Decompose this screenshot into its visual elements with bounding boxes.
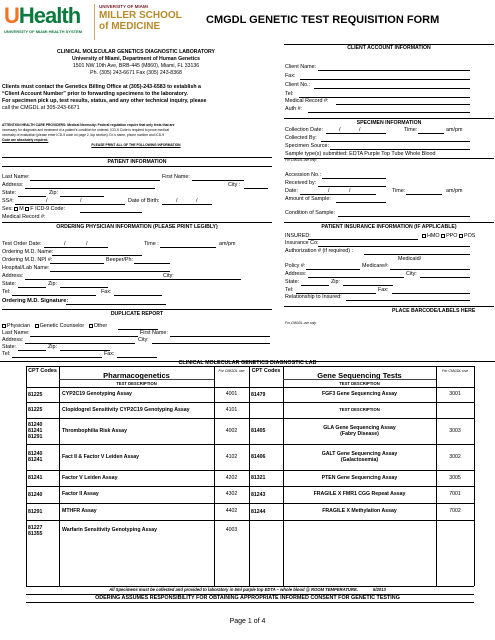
left-cpt-cell (26, 387, 59, 402)
right-test-id: 7002 (449, 508, 461, 515)
left-test-description-header: TEST DESCRIPTION (116, 381, 157, 386)
medicare-field[interactable] (390, 269, 470, 270)
cpt-code: 81225 (28, 407, 43, 413)
logo-health: Health (18, 3, 81, 28)
duplicate-city-label: City: (138, 337, 149, 343)
gene-sequencing-test-name (283, 418, 436, 444)
received-date-field[interactable] (300, 194, 376, 195)
miller-school-logo (94, 4, 182, 40)
collection-time-field[interactable] (418, 133, 444, 134)
consent-statement: ODERING ASSUMES RESPONSIBILITY FOR OBTAINING APPROPRIATE INFORMED CONSENT FOR GENETIC TESTING (95, 595, 400, 601)
accession-label: Accession No.: (285, 172, 321, 178)
insurance-co-label: Insurance Co: (285, 240, 319, 246)
duplicate-state-field[interactable] (18, 350, 46, 351)
lab-dept: University of Miami, Department of Human Genetics (72, 56, 200, 62)
collection-ampm: am/pm (446, 127, 463, 133)
received-date-label: Date: (285, 188, 298, 194)
client-fax-field[interactable] (300, 79, 470, 80)
order-time-label: Time : (144, 241, 159, 247)
lab-phone: Ph. (305) 243-6671 Fax (305) 243-8368 (90, 70, 182, 76)
ms-line1: UNIVERSITY OF MIAMI (99, 4, 148, 9)
hmo-checkbox[interactable] (422, 234, 426, 238)
cpt-code: 81291 (28, 508, 43, 515)
beeper-label: Beeper/Ph: (106, 257, 133, 263)
collection-date-field[interactable] (326, 133, 386, 134)
client-mrn-label: Medical Record #: (285, 98, 329, 104)
right-test-id: 3005 (449, 474, 461, 481)
sex-f-label: F (30, 206, 34, 212)
duplicate-fax-label: Fax: (104, 351, 115, 357)
pharmacogenetics-test-name: CYP2C19 Genotyping Assay (62, 391, 132, 398)
ppo-label: PPO (446, 233, 458, 239)
lab-name: CLINICAL MOLECULAR GENETICS DIAGNOSTIC LABORATORY (56, 49, 216, 55)
patient-first-name-field[interactable] (192, 180, 244, 181)
insurance-fax-field[interactable] (392, 293, 470, 294)
left-cpt-cell (26, 418, 59, 444)
gene-sequencing-test-name (283, 520, 436, 541)
patient-ssn-field[interactable] (15, 204, 125, 205)
collection-time-label: Time: (404, 127, 418, 133)
insurance-heading: PATIENT INSURANCE INFORMATION (IF APPLICABLE) (321, 224, 457, 230)
test-name-line: GALT Gene Sequencing Assay (321, 450, 398, 457)
lab-address: 1501 NW 10th Ave, BRB-445 (M860), Miami, FL 33136 (72, 63, 200, 69)
sex-f-checkbox[interactable] (25, 207, 29, 211)
order-date-label: Test Order Date: (2, 241, 42, 247)
duplicate-zip-field[interactable] (60, 350, 110, 351)
logo-u: U (4, 3, 19, 28)
patient-state-label: State: (2, 190, 17, 196)
insurance-fax-label: Fax: (378, 287, 389, 293)
md-name-label: Ordering M.D. Name: (2, 249, 54, 255)
right-cpt-cell (249, 470, 283, 486)
test-name-subtitle: (Fabry Disease) (340, 431, 379, 437)
duplicate-last-name-field[interactable] (30, 336, 138, 337)
left-cpt-cell (26, 402, 59, 418)
insurance-state-label: State: (285, 279, 300, 285)
attention-line-4: Code are absolutely required. (2, 138, 49, 142)
right-test-id: 3001 (449, 391, 461, 398)
gene-sequencing-test-name: FRAGILE X Methylation Assay (322, 508, 397, 515)
left-test-id: 4101 (225, 406, 238, 413)
pharmacogenetics-test-name: Factor II Assay (62, 491, 99, 498)
icd9-field[interactable] (80, 212, 142, 213)
duplicate-tel-label: Tel: (2, 351, 11, 357)
authorization-field[interactable] (364, 254, 470, 255)
right-cpt-cell (249, 418, 283, 444)
insurance-zip-label: Zip: (331, 279, 340, 285)
gene-sequencing-test-name (283, 444, 436, 470)
cpt-code: 81244 (251, 508, 266, 515)
condition-field[interactable] (338, 216, 470, 217)
right-cmgdl-use-header: For CMGDL use (441, 369, 469, 373)
physician-heading: ORDERING PHYSICIAN INFORMATION (PLEASE PRINT LEGIBLY) (56, 224, 218, 230)
patient-city-label: City : (228, 182, 241, 188)
duplicate-top-rule (2, 309, 272, 310)
lab-table-heading: CLINICAL MOLECULAR GENETICS DIAGNOSTIC LAB (178, 360, 317, 366)
policy-field[interactable] (306, 269, 360, 270)
cpt-code: 81291 (28, 434, 43, 440)
amount-field[interactable] (336, 202, 386, 203)
physician-state-label: State: (2, 281, 17, 287)
duplicate-address-label: Address: (2, 337, 24, 343)
form-title: CMGDL GENETIC TEST REQUISITION FORM (206, 14, 440, 26)
patient-address-field[interactable] (25, 188, 155, 189)
collection-date-label: Collection Date: (285, 127, 324, 133)
cpt-code: 81321 (251, 475, 266, 481)
beeper-field[interactable] (134, 263, 170, 264)
medicare-label: Medicare#: (362, 263, 389, 269)
duplicate-counselor-checkbox[interactable] (35, 324, 39, 328)
relationship-field[interactable] (346, 300, 470, 301)
billing-note-2: “Client Account Number” prior to forwarding specimens to the laboratory. (2, 91, 188, 97)
right-cpt-cell (249, 444, 283, 470)
left-cpt-cell (26, 486, 59, 503)
client-auth-label: Auth #: (285, 106, 303, 112)
physician-city-label: City: (163, 273, 174, 279)
patient-mrn-label: Medical Record #: (2, 214, 46, 220)
uhealth-logo (4, 5, 92, 39)
duplicate-heading: DUPLICATE REPORT (110, 311, 164, 317)
insurance-top-rule (284, 222, 494, 223)
pos-checkbox[interactable] (459, 234, 463, 238)
insured-field[interactable] (308, 239, 418, 240)
accession-field[interactable] (322, 178, 386, 179)
right-test-id (436, 402, 474, 418)
left-test-id: 4102 (225, 453, 238, 460)
right-test-id (436, 520, 474, 541)
patient-last-name-field[interactable] (30, 180, 160, 181)
client-tel-label: Tel: (285, 91, 294, 97)
order-date-field[interactable] (44, 247, 108, 248)
duplicate-zip-label: Zip: (48, 344, 57, 350)
client-no-field[interactable] (314, 88, 470, 89)
pharmacogenetics-test-name: Warfarin Sensitivity Genotyping Assay (62, 527, 158, 534)
right-cpt-cell (249, 503, 283, 520)
physician-state-field[interactable] (18, 287, 46, 288)
collected-by-field[interactable] (321, 141, 470, 142)
requisition-page: UHealth UNIVERSITY OF MIAMI HEALTH SYSTEM UNIVERSITY OF MIAMI MILLER SCHOOL of MEDICINE CMGDL GENETIC TEST REQUISITION FORM CLINICAL MOLECULAR GENETICS DIAGNOSTIC LABORATORY University of Miami, Department of Human Genetics 1501 NW 10th Ave, BRB-445 (M860), Miami, FL 33136 Ph. (305) 243-6671 Fax (305) 243-8368 Clients must contact the Genetics Billing Office at (305)-243-6583 to establish a “Client Account Number” prior to forwarding specimens to the laboratory. For specimen pick up, test results, status, and any other technical inquiry, please call the CMGDL at 305-243-6671 ATTENTION HEALTH CARE PROVIDERS: Medical Necessity: Federal regulation require that only tests that are necessary for diagnosis and treatment of a patient's condition be ordered. ICD-9 Code is required to prove medical necessity of evaluation (please enter ICD-9 code on page 2, top section). Dr.'s name, phone number and ICD-9 Code are absolutely required. PLEASE PRINT ALL OF THE FOLLOWING INFORMATION CLIENT ACCOUNT INFORMATION Client Name: Fax: Client No.: Tel: Medical Record #: Auth #: SPECIMEN INFORMATION Collection Date: / / Time: am/pm Collected By: Specimen Source: Sample type(s) submitted: EDTA Purple Top Tube Whole Blood For CMGDL use only: Accession No.: Received by: Date: / / Time: am/pm Amount of Sample: Condition of Sample: PATIENT INFORMATION Last Name: First Name: Address: City : State: Zip: SS#: / / Date of Birth: / / Sex: M F ICD-9 Code: Medical Record #: ORDERING PHYSICIAN INFORMATION (PLEASE PRINT LEGIBLY) Test Order Date: / / Time : am/pm Ordering M.D. Name: Ordering M.D. NPI #: Beeper/Ph: Hospital/Lab Name: Address: City: State: Zip: Tel: Fax: Ordering M.D. Signature: PATIENT INSURANCE INFORMATION (IF APPLICABLE) INSURED: HMO PPO POS Insurance Co: Authorization # (if required) : Medicaid/ Policy #: Medicare#: Address: City: State: Zip: Tel: Fax: Relationship to Insured: DUPLICATE REPORT Physician Genetic Counselor Other Last Name: First Name: Address: City: State: Zip: Tel: Fax: PLACE BARCODE/LABELS HERE For CMGDL use only: CLINICAL MOLECULAR GENETICS DIAGNOSTIC LAB CPT Codes Pharmacogenetics For CMGDL use CPT Codes Gene Sequencing Tests For CMGDL use TEST DESCRIPTION TEST DESCRIPTION 81225 CYP2C19 Genotyping Assay 4001 81479 FGF3 Gene Sequencing Assay 3001 81225 Clopidogrel Sensitivity CYP2C19 Genotyping Assay 4101 TEST DESCRIPTION 81240 81241 81291 Thrombophilia Risk Assay 4002 81405 GLA Gene Sequencing Assay (Fabry Disease) 3003 81240 81241 Fact II & Factor V Leiden Assay 4102 81406 GALT Gene Sequencing Assay (Galactosemia) 3002 81241 Factor V Leiden Assay 4202 81321 PTEN Gene Sequencing Assay 3005 81240 Factor II Assay 4302 81243 FRAGILE X FMR1 CGG Repeat Assay 7001 81291 MTHFR Assay 4402 81244 FRAGILE X Methylation Assay 7002 81227 81355 Warfarin Sensitivity Genotyping Assay 4003 All Specimens must be collected and provided to laboratory in 5ml purple top EDTA – whole blood @ ROOM TEMPERATURE. 5/2013 ODERING ASSUMES RESPONSIBILITY FOR OBTAINING APPROPRIATE INFORMED CONSENT FOR GENETIC TESTING Page 1 of 4 (0, 0, 495, 640)
client-name-field[interactable] (318, 70, 470, 71)
cpt-code: 81225 (28, 391, 43, 398)
md-name-field[interactable] (52, 255, 142, 256)
received-time-field[interactable] (406, 194, 442, 195)
pharmacogenetics-title: Pharmacogenetics (103, 371, 170, 380)
duplicate-last-name-label: Last Name: (2, 330, 30, 336)
physician-city-field[interactable] (177, 279, 241, 280)
right-cpt-cell (249, 387, 283, 402)
client-fax-label: Fax: (285, 73, 296, 79)
received-by-field[interactable] (318, 186, 386, 187)
patient-last-name-label: Last Name: (2, 174, 30, 180)
order-ampm: am/pm (219, 241, 236, 247)
amount-label: Amount of Sample: (285, 196, 331, 202)
right-cpt-cell (249, 402, 283, 418)
right-test-id: 7001 (449, 491, 461, 498)
physician-zip-field[interactable] (60, 287, 108, 288)
sample-type: Sample type(s) submitted: EDTA Purple Top Tube Whole Blood (285, 151, 436, 157)
duplicate-first-name-label: First Name: (140, 330, 168, 336)
duplicate-other-label: Other (93, 323, 108, 329)
pharmacogenetics-test-name: Thrombophilia Risk Assay (62, 427, 127, 434)
pharmacogenetics-test-name: Clopidogrel Sensitivity CYP2C19 Genotyping Assay (62, 406, 190, 413)
left-test-id: 4001 (225, 391, 238, 398)
cpt-code: 81240 (28, 491, 43, 498)
billing-note-1: Clients must contact the Genetics Billing Office at (305)-243-6583 to establish a (2, 84, 201, 90)
cpt-code: 81241 (28, 457, 43, 463)
physician-fax-label: Fax: (101, 289, 112, 295)
insurance-address-field[interactable] (308, 277, 404, 278)
cpt-code: 81227 (28, 524, 43, 531)
physician-address-label: Address: (2, 273, 24, 279)
patient-state-field[interactable] (18, 196, 46, 197)
patient-dob-label: Date of Birth: (128, 198, 160, 204)
attention-line-3: necessity of evaluation (please enter ICD-9 code on page 2, top section). Dr.'s name, phone number and ICD-9 (2, 133, 165, 137)
right-cpt-codes-header: CPT Codes (251, 368, 281, 374)
right-cpt-cell (249, 486, 283, 503)
hospital-field[interactable] (50, 271, 170, 272)
specimen-source-field[interactable] (330, 149, 470, 150)
client-auth-field[interactable] (308, 112, 470, 113)
pharmacogenetics-test-name: Fact II & Factor V Leiden Assay (62, 453, 140, 460)
cpt-code: 81405 (251, 428, 266, 434)
gene-sequencing-test-name: PTEN Gene Sequencing Assay (321, 474, 398, 481)
md-npi-label: Ordering M.D. NPI #: (2, 257, 53, 263)
left-cpt-cell (26, 444, 59, 470)
physician-top-rule (2, 222, 272, 223)
condition-label: Condition of Sample: (285, 210, 336, 216)
patient-zip-field[interactable] (60, 196, 104, 197)
patient-sex-label: Sex: (2, 206, 13, 212)
cpt-code: 81241 (28, 475, 43, 481)
medicaid-label: Medicaid/ (398, 256, 422, 262)
received-ampm: am/pm (446, 188, 463, 194)
duplicate-other-checkbox[interactable] (89, 324, 93, 328)
specimen-source-label: Specimen Source: (285, 143, 330, 149)
specimen-cmgdl-only: For CMGDL use only: (285, 158, 317, 162)
right-test-id: 3003 (449, 427, 461, 434)
revision-date: 5/2013 (373, 587, 386, 592)
barcode-heading: PLACE BARCODE/LABELS HERE (392, 308, 476, 314)
patient-address-label: Address: (2, 182, 24, 188)
ms-line2: MILLER SCHOOL (99, 9, 182, 21)
left-test-id: 4002 (225, 427, 238, 434)
test-name-line: GLA Gene Sequencing Assay (323, 424, 396, 431)
patient-dob-field[interactable] (162, 204, 212, 205)
hospital-label: Hospital/Lab Name: (2, 265, 50, 271)
cpt-code: 81355 (28, 530, 43, 537)
print-instruction: PLEASE PRINT ALL OF THE FOLLOWING INFORMATION (91, 143, 181, 147)
policy-label: Policy #: (285, 263, 306, 269)
duplicate-city-field[interactable] (152, 343, 270, 344)
client-heading: CLIENT ACCOUNT INFORMATION (347, 45, 431, 51)
left-cpt-cell (26, 520, 59, 541)
order-time-field[interactable] (160, 247, 216, 248)
insurance-city-field[interactable] (420, 277, 470, 278)
insurance-co-field[interactable] (318, 246, 470, 247)
duplicate-tel-field[interactable] (12, 357, 102, 358)
test-name-subtitle: (Galactosemia) (340, 457, 379, 463)
barcode-cmgdl-only: For CMGDL use only: (285, 321, 317, 325)
patient-ssn-label: SS#: (2, 198, 14, 204)
test-table (0, 366, 495, 594)
patient-heading: PATIENT INFORMATION (107, 159, 167, 165)
specimen-requirement-note: All Specimens must be collected and provided to laboratory in 5ml purple top EDTA – whole blood @ ROOM TEMPERATURE. (109, 587, 358, 592)
left-test-id: 4003 (225, 527, 238, 534)
authorization-label: Authorization # (if required) : (285, 248, 354, 254)
page-number: Page 1 of 4 (229, 618, 266, 625)
attention-line-2: necessary for diagnosis and treatment of a patient's condition be ordered. ICD-9 Code is required to prove medical (2, 128, 170, 132)
gene-sequencing-test-name: FRAGILE X FMR1 CGG Repeat Assay (313, 491, 406, 498)
patient-city-field[interactable] (244, 188, 268, 189)
received-by-label: Received by: (285, 180, 317, 186)
pos-label: POS (463, 233, 476, 239)
client-no-label: Client No.: (285, 82, 311, 88)
ms-line3: of MEDICINE (99, 20, 161, 32)
relationship-label: Relationship to Insured: (285, 294, 342, 300)
right-test-description-header: TEST DESCRIPTION (339, 381, 380, 386)
left-test-id: 4202 (225, 474, 238, 481)
client-name-label: Client Name: (285, 64, 317, 70)
patient-first-name-label: First Name: (162, 174, 190, 180)
duplicate-physician-checkbox[interactable] (2, 324, 6, 328)
pharmacogenetics-test-name: Factor V Leiden Assay (62, 474, 118, 481)
physician-tel-label: Tel: (2, 289, 11, 295)
patient-head-rule (2, 166, 272, 167)
physician-tel-field[interactable] (12, 295, 96, 296)
insurance-zip-field[interactable] (343, 285, 393, 286)
client-mrn-field[interactable] (336, 104, 470, 105)
pharmacogenetics-test-name: MTHFR Assay (62, 508, 97, 515)
left-test-id: 4402 (225, 508, 238, 515)
pickup-note-1: For specimen pick up, test results, status, and any other technical inquiry, please (2, 98, 207, 104)
duplicate-first-name-field[interactable] (170, 336, 270, 337)
sex-m-checkbox[interactable] (14, 207, 18, 211)
insurance-address-label: Address: (285, 271, 307, 277)
cpt-code: 81240 (28, 422, 43, 428)
sex-m-label: M (19, 206, 24, 212)
right-cpt-cell (249, 520, 283, 541)
barcode-top-rule (284, 306, 494, 307)
specimen-heading: SPECIMEN INFORMATION (356, 120, 422, 126)
logo-subtitle: UNIVERSITY OF MIAMI HEALTH SYSTEM (4, 29, 83, 34)
collected-by-label: Collected By: (285, 135, 317, 141)
right-test-id: 3002 (449, 453, 461, 460)
cpt-code: 81240 (28, 451, 43, 457)
left-cpt-cell (26, 503, 59, 520)
physician-zip-label: Zip: (48, 281, 57, 287)
received-time-label: Time: (392, 188, 406, 194)
duplicate-fax-field[interactable] (117, 357, 157, 358)
duplicate-counselor-label: Genetic Counselor (39, 323, 85, 329)
physician-fax-field[interactable] (114, 295, 162, 296)
ppo-checkbox[interactable] (441, 234, 445, 238)
duplicate-state-label: State: (2, 344, 17, 350)
insurance-city-label: City: (406, 271, 417, 277)
duplicate-address-field[interactable] (25, 343, 135, 344)
pickup-note-2: call the CMGDL at 305-243-6671 (2, 105, 80, 111)
left-cpt-codes-header: CPT Codes (28, 368, 57, 374)
md-npi-field[interactable] (50, 263, 104, 264)
right-test-description-subheader: TEST DESCRIPTION (339, 407, 380, 413)
specimen-top-rule (284, 118, 494, 119)
cpt-code: 81243 (251, 491, 266, 498)
patient-zip-label: Zip: (49, 190, 58, 196)
left-cpt-cell (26, 470, 59, 486)
patient-top-rule (2, 157, 272, 158)
duplicate-physician-label: Physician (7, 323, 31, 329)
md-signature-label: Ordering M.D. Signature: (2, 298, 69, 304)
icd9-label: ICD-9 Code: (35, 206, 66, 212)
left-test-id: 4302 (225, 491, 238, 498)
cpt-code: 81406 (251, 454, 266, 460)
insured-label: INSURED: (285, 233, 311, 239)
insurance-tel-label: Tel: (285, 287, 294, 293)
hmo-label: HMO (427, 233, 440, 239)
gene-sequencing-test-name: FGF3 Gene Sequencing Assay (321, 391, 398, 398)
md-signature-field[interactable] (66, 304, 166, 305)
left-cmgdl-use-header: For CMGDL use (218, 369, 245, 373)
insurance-state-field[interactable] (301, 285, 329, 286)
cpt-code: 81241 (28, 428, 43, 434)
attention-line-1: ATTENTION HEALTH CARE PROVIDERS: Medical Necessity: Federal regulation require that only tests that are (2, 123, 175, 127)
cpt-code: 81479 (251, 391, 266, 398)
gene-sequencing-title: Gene Sequencing Tests (317, 371, 402, 380)
